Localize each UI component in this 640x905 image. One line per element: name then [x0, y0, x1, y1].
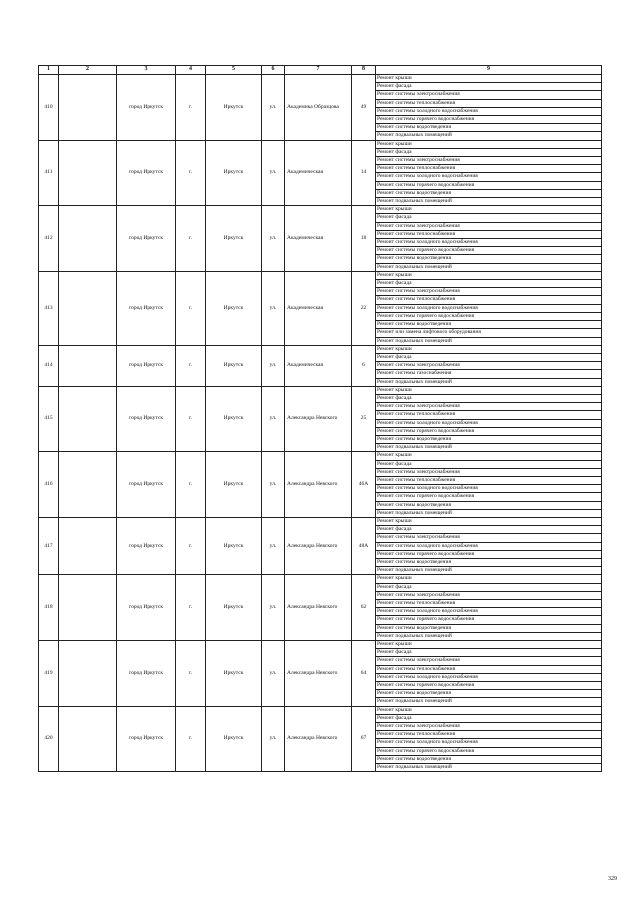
- settlement-type: г.: [176, 575, 206, 641]
- house-number: 67: [352, 706, 376, 772]
- work-item: Ремонт системы горячего водоснабжения: [376, 181, 602, 189]
- street-type: ул.: [262, 575, 285, 641]
- house-number: 64: [352, 641, 376, 707]
- record-number: 419: [39, 641, 59, 707]
- work-item: Ремонт фасада: [376, 353, 602, 361]
- settlement-name: Иркутск: [206, 345, 262, 386]
- work-item: Ремонт системы горячего водоснабжения: [376, 550, 602, 558]
- work-item: Ремонт подвальных помещений: [376, 698, 602, 706]
- table-row: [39, 575, 602, 583]
- repair-table: [38, 65, 602, 772]
- work-item: Ремонт подвальных помещений: [376, 444, 602, 452]
- work-item: Ремонт системы водоотведения: [376, 189, 602, 197]
- work-item: Ремонт подвальных помещений: [376, 337, 602, 345]
- work-item: Ремонт системы холодного водоснабжения: [376, 239, 602, 247]
- work-item: Ремонт системы электроснабжения: [376, 91, 602, 99]
- municipality: [59, 386, 117, 452]
- settlement-name: Иркутск: [206, 706, 262, 772]
- header-row: [39, 66, 602, 75]
- work-item: Ремонт фасада: [376, 526, 602, 534]
- work-item: Ремонт фасада: [376, 280, 602, 288]
- work-item: Ремонт системы электроснабжения: [376, 534, 602, 542]
- work-item: Ремонт системы холодного водоснабжения: [376, 608, 602, 616]
- work-item: Ремонт системы водоотведения: [376, 124, 602, 132]
- record-number: 415: [39, 386, 59, 452]
- record-number: 413: [39, 271, 59, 345]
- work-item: Ремонт системы теплоснабжения: [376, 476, 602, 484]
- record-number: 412: [39, 206, 59, 272]
- work-item: Ремонт системы холодного водоснабжения: [376, 419, 602, 427]
- municipality: [59, 706, 117, 772]
- house-number: 48А: [352, 517, 376, 574]
- table-row: [39, 452, 602, 460]
- municipality-name: город Иркутск: [117, 75, 176, 141]
- municipality-name: город Иркутск: [117, 706, 176, 772]
- work-item: Ремонт системы теплоснабжения: [376, 99, 602, 107]
- work-item: Ремонт системы горячего водоснабжения: [376, 247, 602, 255]
- work-item: Ремонт системы холодного водоснабжения: [376, 107, 602, 115]
- settlement-name: Иркутск: [206, 517, 262, 574]
- house-number: 46А: [352, 452, 376, 518]
- settlement-type: г.: [176, 140, 206, 206]
- house-number: 6: [352, 345, 376, 386]
- work-item: Ремонт системы электроснабжения: [376, 591, 602, 599]
- work-item: Ремонт системы водоотведения: [376, 435, 602, 443]
- work-item: Ремонт системы холодного водоснабжения: [376, 739, 602, 747]
- work-item: Ремонт подвальных помещений: [376, 378, 602, 386]
- work-item: Ремонт фасада: [376, 83, 602, 91]
- work-item: Ремонт фасада: [376, 583, 602, 591]
- municipality-name: город Иркутск: [117, 452, 176, 518]
- municipality: [59, 271, 117, 345]
- work-item: Ремонт системы горячего водоснабжения: [376, 616, 602, 624]
- work-item: Ремонт системы холодного водоснабжения: [376, 173, 602, 181]
- work-item: Ремонт системы горячего водоснабжения: [376, 682, 602, 690]
- house-number: 22: [352, 271, 376, 345]
- work-item: Ремонт фасада: [376, 148, 602, 156]
- work-item: Ремонт крыши: [376, 345, 602, 353]
- settlement-type: г.: [176, 706, 206, 772]
- work-item: Ремонт системы водоотведения: [376, 255, 602, 263]
- municipality-name: город Иркутск: [117, 641, 176, 707]
- municipality-name: город Иркутск: [117, 345, 176, 386]
- street-name: Академическая: [285, 271, 352, 345]
- work-item: Ремонт системы водоотведения: [376, 558, 602, 566]
- municipality-name: город Иркутск: [117, 271, 176, 345]
- work-item: Ремонт системы теплоснабжения: [376, 296, 602, 304]
- table-row: [39, 517, 602, 525]
- settlement-type: г.: [176, 75, 206, 141]
- column-header: 8: [352, 66, 376, 75]
- work-item: Ремонт системы электроснабжения: [376, 723, 602, 731]
- work-item: Ремонт фасада: [376, 214, 602, 222]
- work-item: Ремонт подвальных помещений: [376, 263, 602, 271]
- column-header: 3: [117, 66, 176, 75]
- municipality-name: город Иркутск: [117, 140, 176, 206]
- work-item: Ремонт подвальных помещений: [376, 132, 602, 140]
- settlement-name: Иркутск: [206, 271, 262, 345]
- work-item: Ремонт системы холодного водоснабжения: [376, 485, 602, 493]
- municipality: [59, 206, 117, 272]
- table-row: [39, 641, 602, 649]
- work-item: Ремонт подвальных помещений: [376, 632, 602, 640]
- work-item: Ремонт фасада: [376, 649, 602, 657]
- work-item: Ремонт подвальных помещений: [376, 509, 602, 517]
- column-header: 2: [59, 66, 117, 75]
- work-item: Ремонт системы водоотведения: [376, 321, 602, 329]
- record-number: 417: [39, 517, 59, 574]
- municipality-name: город Иркутск: [117, 575, 176, 641]
- municipality: [59, 641, 117, 707]
- record-number: 416: [39, 452, 59, 518]
- table-row: [39, 206, 602, 214]
- work-item: Ремонт системы теплоснабжения: [376, 731, 602, 739]
- work-item: Ремонт системы электроснабжения: [376, 403, 602, 411]
- settlement-name: Иркутск: [206, 575, 262, 641]
- record-number: 414: [39, 345, 59, 386]
- work-item: Ремонт крыши: [376, 75, 602, 83]
- record-number: 410: [39, 75, 59, 141]
- street-name: Академика Образцова: [285, 75, 352, 141]
- work-item: Ремонт фасада: [376, 394, 602, 402]
- street-name: Александра Невского: [285, 641, 352, 707]
- settlement-type: г.: [176, 345, 206, 386]
- municipality: [59, 517, 117, 574]
- municipality-name: город Иркутск: [117, 206, 176, 272]
- street-name: Академическая: [285, 140, 352, 206]
- work-item: Ремонт крыши: [376, 452, 602, 460]
- work-item: Ремонт фасада: [376, 460, 602, 468]
- house-number: 62: [352, 575, 376, 641]
- municipality: [59, 75, 117, 141]
- settlement-name: Иркутск: [206, 206, 262, 272]
- work-item: Ремонт системы электроснабжения: [376, 157, 602, 165]
- street-name: Александра Невского: [285, 386, 352, 452]
- house-number: 14: [352, 140, 376, 206]
- street-type: ул.: [262, 706, 285, 772]
- table-row: [39, 75, 602, 83]
- work-item: Ремонт крыши: [376, 386, 602, 394]
- street-type: ул.: [262, 517, 285, 574]
- record-number: 420: [39, 706, 59, 772]
- street-type: ул.: [262, 641, 285, 707]
- record-number: 418: [39, 575, 59, 641]
- settlement-type: г.: [176, 386, 206, 452]
- work-item: Ремонт системы теплоснабжения: [376, 600, 602, 608]
- settlement-type: г.: [176, 517, 206, 574]
- column-header: 5: [206, 66, 262, 75]
- work-item: Ремонт крыши: [376, 206, 602, 214]
- municipality-name: город Иркутск: [117, 517, 176, 574]
- work-item: Ремонт системы горячего водоснабжения: [376, 312, 602, 320]
- street-type: ул.: [262, 345, 285, 386]
- settlement-type: г.: [176, 206, 206, 272]
- work-item: Ремонт системы холодного водоснабжения: [376, 304, 602, 312]
- work-item: Ремонт системы горячего водоснабжения: [376, 427, 602, 435]
- work-item: Ремонт системы холодного водоснабжения: [376, 673, 602, 681]
- work-item: Ремонт подвальных помещений: [376, 567, 602, 575]
- street-type: ул.: [262, 452, 285, 518]
- work-item: Ремонт системы водоотведения: [376, 690, 602, 698]
- column-header: 7: [285, 66, 352, 75]
- column-header: 1: [39, 66, 59, 75]
- settlement-name: Иркутск: [206, 452, 262, 518]
- street-type: ул.: [262, 75, 285, 141]
- work-item: Ремонт или замена лифтового оборудования: [376, 329, 602, 337]
- work-item: Ремонт подвальных помещений: [376, 764, 602, 772]
- work-item: Ремонт системы газоснабжения: [376, 370, 602, 378]
- work-item: Ремонт системы теплоснабжения: [376, 230, 602, 238]
- house-number: 25: [352, 386, 376, 452]
- settlement-name: Иркутск: [206, 386, 262, 452]
- work-item: Ремонт крыши: [376, 271, 602, 279]
- table-row: [39, 345, 602, 353]
- work-item: Ремонт системы теплоснабжения: [376, 165, 602, 173]
- street-name: Академическая: [285, 206, 352, 272]
- table-row: [39, 706, 602, 714]
- municipality: [59, 140, 117, 206]
- street-name: Академическая: [285, 345, 352, 386]
- settlement-name: Иркутск: [206, 75, 262, 141]
- work-item: Ремонт системы водоотведения: [376, 755, 602, 763]
- street-name: Александра Невского: [285, 452, 352, 518]
- record-number: 411: [39, 140, 59, 206]
- settlement-name: Иркутск: [206, 641, 262, 707]
- municipality: [59, 345, 117, 386]
- municipality-name: город Иркутск: [117, 386, 176, 452]
- work-item: Ремонт системы электроснабжения: [376, 657, 602, 665]
- work-item: Ремонт крыши: [376, 706, 602, 714]
- work-item: Ремонт системы электроснабжения: [376, 468, 602, 476]
- column-header: 6: [262, 66, 285, 75]
- work-item: Ремонт фасада: [376, 714, 602, 722]
- work-item: Ремонт системы электроснабжения: [376, 288, 602, 296]
- street-type: ул.: [262, 386, 285, 452]
- street-type: ул.: [262, 140, 285, 206]
- work-item: Ремонт крыши: [376, 140, 602, 148]
- table-row: [39, 140, 602, 148]
- settlement-type: г.: [176, 271, 206, 345]
- house-number: 49: [352, 75, 376, 141]
- page-number: 329: [608, 876, 617, 882]
- settlement-type: г.: [176, 641, 206, 707]
- work-item: Ремонт крыши: [376, 517, 602, 525]
- work-item: Ремонт крыши: [376, 575, 602, 583]
- work-item: Ремонт системы горячего водоснабжения: [376, 747, 602, 755]
- work-item: Ремонт системы горячего водоснабжения: [376, 116, 602, 124]
- work-item: Ремонт системы горячего водоснабжения: [376, 493, 602, 501]
- work-item: Ремонт системы электроснабжения: [376, 362, 602, 370]
- table-row: [39, 271, 602, 279]
- work-item: Ремонт системы теплоснабжения: [376, 665, 602, 673]
- work-item: Ремонт крыши: [376, 641, 602, 649]
- settlement-name: Иркутск: [206, 140, 262, 206]
- work-item: Ремонт подвальных помещений: [376, 198, 602, 206]
- work-item: Ремонт системы водоотведения: [376, 501, 602, 509]
- municipality: [59, 575, 117, 641]
- work-item: Ремонт системы теплоснабжения: [376, 411, 602, 419]
- municipality: [59, 452, 117, 518]
- street-name: Александра Невского: [285, 517, 352, 574]
- street-name: Александра Невского: [285, 575, 352, 641]
- settlement-type: г.: [176, 452, 206, 518]
- work-item: Ремонт системы холодного водоснабжения: [376, 542, 602, 550]
- house-number: 18: [352, 206, 376, 272]
- column-header: 9: [376, 66, 602, 75]
- street-name: Александра Невского: [285, 706, 352, 772]
- table-row: [39, 386, 602, 394]
- street-type: ул.: [262, 206, 285, 272]
- work-item: Ремонт системы электроснабжения: [376, 222, 602, 230]
- street-type: ул.: [262, 271, 285, 345]
- work-item: Ремонт системы водоотведения: [376, 624, 602, 632]
- column-header: 4: [176, 66, 206, 75]
